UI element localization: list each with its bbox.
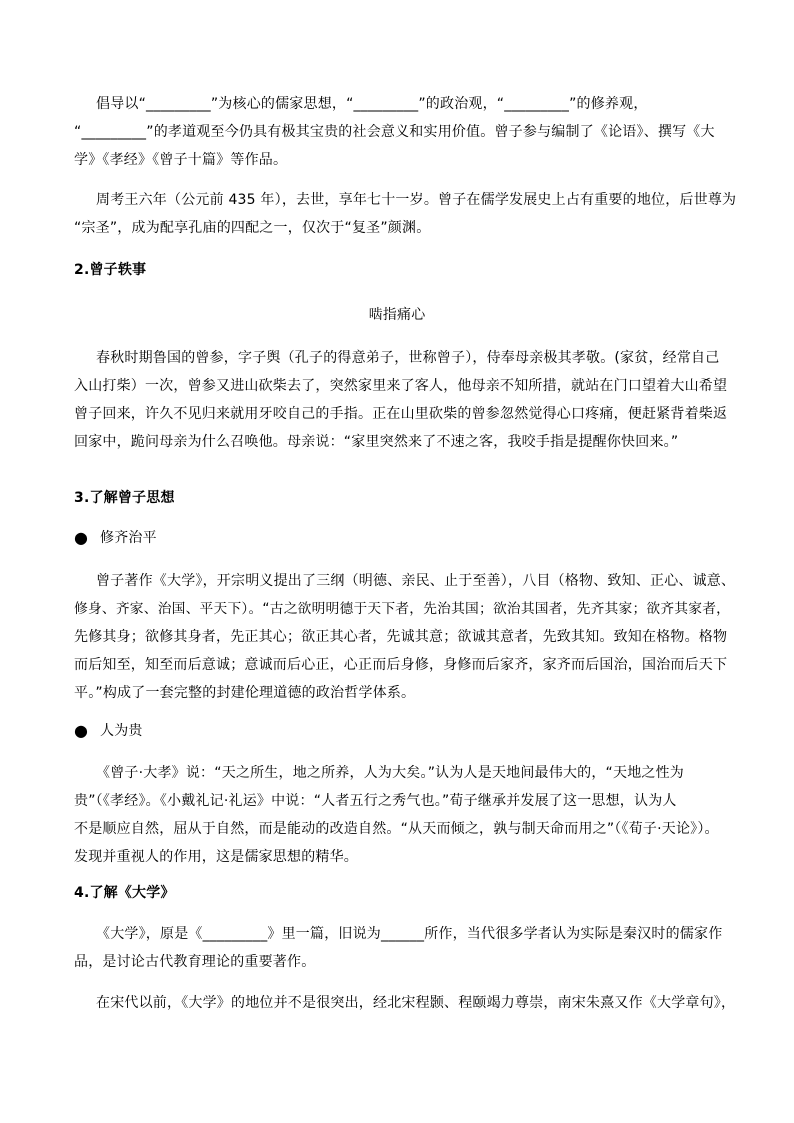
paragraph-line: 先修其身；欲修其身者，先正其心；欲正其心者，先诚其意；欲诚其意者，先致其知。致知在格物。格物 [74,629,728,645]
paragraph-line: 而后知至，知至而后意诚；意诚而后心正，心正而后身修，身修而后家齐，家齐而后国治，国治而后天下 [74,657,728,673]
bullet-label: 修齐治平 [100,530,157,546]
paragraph-line: 周考王六年（公元前 435 年），去世，享年七十一岁。曾子在儒学发展史上占有重要的地位，后世尊为 [96,192,737,208]
paragraph-line: 入山打柴）一次，曾参又进山砍柴去了，突然家里来了客人，他母亲不知所措，就站在门口望着大山希望 [74,378,728,394]
paragraph-line: 倡导以“_________”为核心的儒家思想，“_________”的政治观，“_________”的修养观， [96,96,648,112]
paragraph-line: 曾子著作《大学》，开宗明义提出了三纲（明德、亲民、止于至善），八目（格物、致知、正心、诚意、 [96,573,736,589]
paragraph-line: 学》《孝经》《曾子十篇》等作品。 [74,152,288,168]
paragraph-line: 品，是讨论古代教育理论的重要著作。 [74,954,316,970]
paragraph-line: “_________”的孝道观至今仍具有极其宝贵的社会意义和实用价值。曾子参与编制了《论语》、撰写《大 [74,124,715,140]
section-heading: 4.了解《大学》 [74,885,175,901]
paragraph-line: “宗圣”，成为配享孔庙的四配之一，仅次于“复圣”颜渊。 [74,220,431,236]
bullet-dot: ● [74,528,88,547]
paragraph-line: 修身、齐家、治国、平天下）。“古之欲明明德于天下者，先治其国；欲治其国者，先齐其家；欲齐其家者， [74,601,731,617]
bullet-dot: ● [74,721,88,740]
paragraph-line: 贵”（《孝经》。《小戴礼记·礼运》中说：“人者五行之秀气也。”荀子继承并发展了这一思想，认为人 [74,793,677,809]
paragraph-line: 发现并重视人的作用，这是儒家思想的精华。 [74,849,358,865]
bullet-label: 人为贵 [100,723,143,739]
paragraph-line: 春秋时期鲁国的曾参，字子舆（孔子的得意弟子，世称曾子），侍奉母亲极其孝敬。(家贫，经常自己 [96,350,720,366]
paragraph-line: 不是顺应自然，屈从于自然，而是能动的改造自然。“从天而倾之，孰与制天命而用之”（《荀子·天论》）。 [74,821,719,837]
paragraph-line: 《大学》，原是《_________》里一篇，旧说为______所作，当代很多学者认为实际是秦汉时的儒家作 [96,926,723,942]
paragraph-line: 《曾子·大孝》说：“天之所生，地之所养，人为大矣。”认为人是天地间最伟大的，“天地之性为 [96,765,685,781]
paragraph-line: 在宋代以前，《大学》的地位并不是很突出，经北宋程颢、程颐竭力尊崇，南宋朱熹又作《大学章句》， [96,995,736,1011]
section-heading: 2.曾子轶事 [74,262,147,278]
paragraph-line: 回家中，跪问母亲为什么召唤他。母亲说：“家里突然来了不速之客，我咬手指是提醒你快回来。” [74,434,679,450]
section-heading: 3.了解曾子思想 [74,490,175,506]
paragraph-line: 曾子回来，许久不见归来就用牙咬自己的手指。正在山里砍柴的曾参忽然觉得心口疼痛，便赶紧背着柴返 [74,406,728,422]
story-title: 啮指痛心 [368,307,426,323]
paragraph-line: 平。”构成了一套完整的封建伦理道德的政治哲学体系。 [74,685,416,701]
